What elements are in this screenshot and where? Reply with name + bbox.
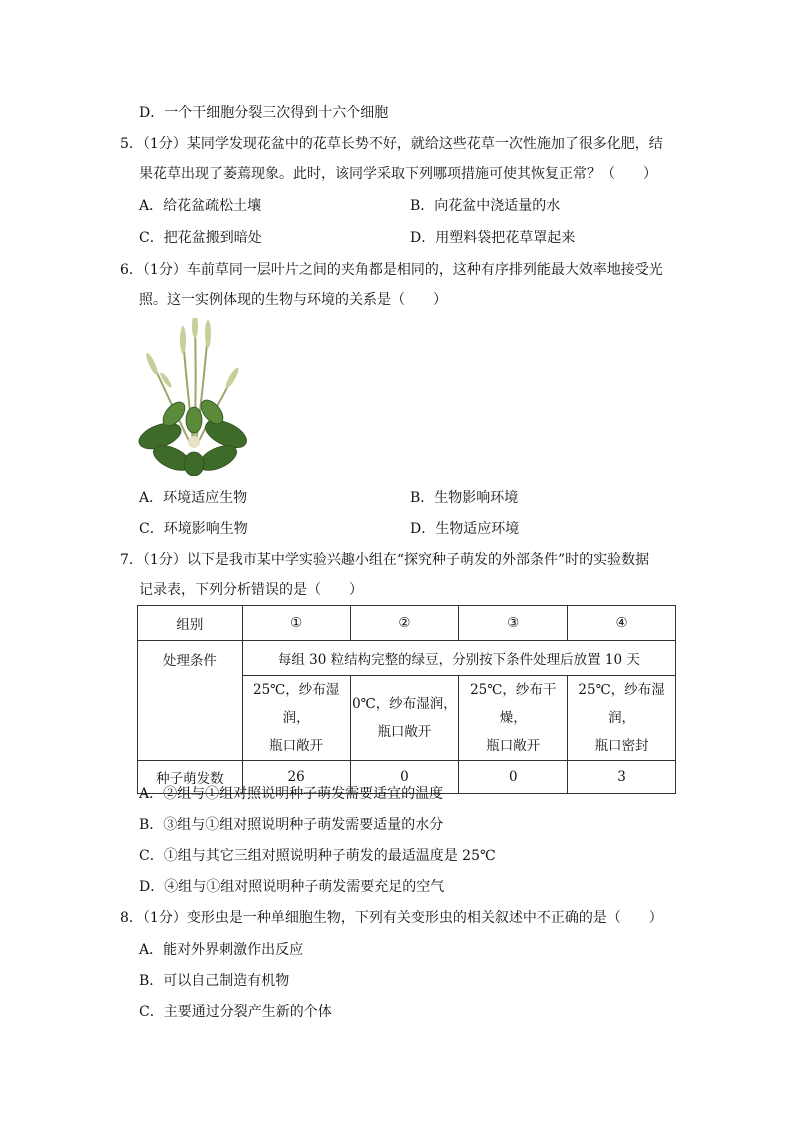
q4-option-d: D．一个干细胞分裂三次得到十六个细胞 xyxy=(139,105,389,121)
table-row xyxy=(138,606,676,641)
condition-common: 每组 30 粒结构完整的绿豆，分别按下条件处理后放置 10 天 xyxy=(242,641,675,676)
q5-option-b: B．向花盆中浇适量的水 xyxy=(410,198,561,214)
table-row xyxy=(138,641,676,676)
germination-label: 种子萌发数 xyxy=(138,761,243,794)
header-group-label: 组别 xyxy=(138,606,243,641)
condition-label: 处理条件 xyxy=(138,641,243,761)
q5-stem-line1: 5．（1分）某同学发现花盆中的花草长势不好，就给这些花草一次性施加了很多化肥，结 xyxy=(120,136,663,152)
q8-stem: 8．（1分）变形虫是一种单细胞生物，下列有关变形虫的相关叙述中不正确的是（ ） xyxy=(120,910,663,926)
q7-option-a: A．②组与①组对照说明种子萌发需要适宜的温度 xyxy=(139,786,444,802)
q5-stem-line2: 果花草出现了萎蔫现象。此时，该同学采取下列哪项措施可使其恢复正常？（ ） xyxy=(139,166,657,182)
q7-option-c: C．①组与其它三组对照说明种子萌发的最适温度是 25℃ xyxy=(139,848,496,864)
germination-3: 0 xyxy=(459,761,568,794)
q7-stem-line2: 记录表，下列分析错误的是（ ） xyxy=(139,582,363,598)
condition-3: 25℃，纱布干燥， 瓶口敞开 xyxy=(459,676,568,761)
q7-stem-line1: 7．（1分）以下是我市某中学实验兴趣小组在“探究种子萌发的外部条件”时的实验数据 xyxy=(120,552,650,568)
plantain-plant-image xyxy=(138,318,248,476)
germination-4: 3 xyxy=(568,761,676,794)
q6-option-c: C．环境影响生物 xyxy=(139,521,248,537)
q7-option-b: B．③组与①组对照说明种子萌发需要适量的水分 xyxy=(139,817,444,833)
group-1: ① xyxy=(242,606,350,641)
germination-2: 0 xyxy=(350,761,459,794)
q8-option-a: A．能对外界刺激作出反应 xyxy=(139,942,304,958)
germination-1: 26 xyxy=(242,761,350,794)
q8-option-c: C．主要通过分裂产生新的个体 xyxy=(139,1004,332,1020)
group-2: ② xyxy=(350,606,459,641)
q6-option-d: D．生物适应环境 xyxy=(410,521,520,537)
q6-stem-line2: 照。这一实例体现的生物与环境的关系是（ ） xyxy=(139,292,447,308)
condition-1: 25℃，纱布湿润， 瓶口敞开 xyxy=(242,676,350,761)
q6-stem-line1: 6．（1分）车前草同一层叶片之间的夹角都是相同的，这种有序排列能最大效率地接受光 xyxy=(120,262,663,278)
q8-option-b: B．可以自己制造有机物 xyxy=(139,973,290,989)
q7-option-d: D．④组与①组对照说明种子萌发需要充足的空气 xyxy=(139,879,445,895)
experiment-table xyxy=(137,605,676,794)
group-3: ③ xyxy=(459,606,568,641)
q6-option-b: B．生物影响环境 xyxy=(410,490,519,506)
condition-4: 25℃，纱布湿润， 瓶口密封 xyxy=(568,676,676,761)
condition-2: 0℃，纱布湿润， 瓶口敞开 xyxy=(350,676,459,761)
group-4: ④ xyxy=(568,606,676,641)
q5-option-d: D．用塑料袋把花草罩起来 xyxy=(410,230,576,246)
q5-option-c: C．把花盆搬到暗处 xyxy=(139,230,262,246)
q5-option-a: A．给花盆疏松土壤 xyxy=(139,198,262,214)
q6-option-a: A．环境适应生物 xyxy=(139,490,248,506)
